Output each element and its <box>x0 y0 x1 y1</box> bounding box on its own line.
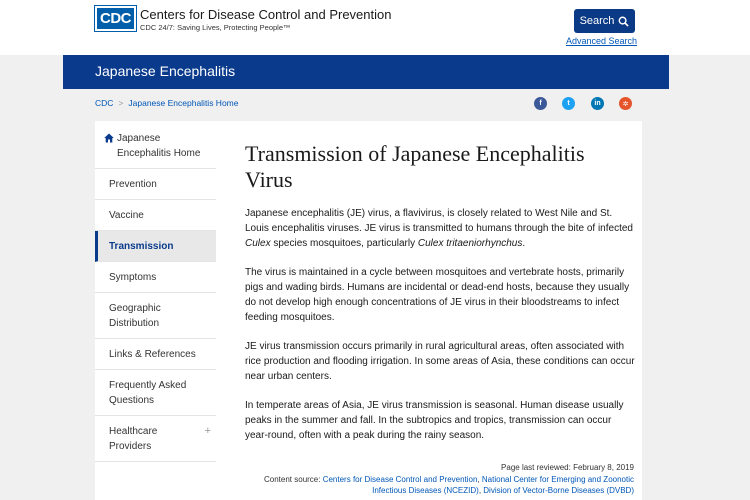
paragraph-text: species mosquitoes, particularly <box>270 238 418 249</box>
source-link-cdc[interactable]: Centers for Disease Control and Prevention <box>322 475 478 484</box>
search-button[interactable] <box>574 9 635 33</box>
syndicate-icon[interactable]: ✲ <box>619 97 632 110</box>
breadcrumb-item-cdc[interactable]: CDC <box>95 98 114 108</box>
separator: , <box>478 486 484 495</box>
source-link-ncezid[interactable]: National Center for Emerging and Zoonotic Infectious Diseases (NCEZID) <box>372 475 634 495</box>
sidebar-item-label: Japanese Encephalitis Home <box>117 133 201 159</box>
twitter-icon[interactable]: t <box>562 97 575 110</box>
sidebar-item-label: Symptoms <box>109 272 157 283</box>
cdc-logo[interactable]: CDC <box>95 6 136 31</box>
sidebar-item-label: Geographic Distribution <box>109 303 161 329</box>
linkedin-icon[interactable]: in <box>591 97 604 110</box>
italic-term: Culex tritaeniorhynchus <box>417 238 523 249</box>
sidebar-item-home[interactable] <box>95 121 216 169</box>
sidebar-item-label: Prevention <box>109 179 157 190</box>
sidebar-nav <box>95 121 216 462</box>
chevron-right-icon: > <box>118 98 124 108</box>
org-tagline: CDC 24/7: Saving Lives, Protecting People™ <box>140 23 291 32</box>
sidebar-item-links-references[interactable] <box>95 339 216 370</box>
search-icon <box>618 16 629 27</box>
section-title[interactable]: Japanese Encephalitis <box>95 63 236 79</box>
sidebar-item-label: Vaccine <box>109 210 144 221</box>
sidebar-item-prevention[interactable] <box>95 169 216 200</box>
content-source <box>244 474 634 496</box>
content-card <box>95 121 642 500</box>
paragraph-text: Japanese encephalitis (JE) virus, a flavivirus, is closely related to West Nile and St. Louis encephalitis viruses. JE virus is transmitted to humans through the bite of infected <box>245 208 633 234</box>
facebook-icon[interactable]: f <box>534 97 547 110</box>
breadcrumb-item-je-home[interactable]: Japanese Encephalitis Home <box>128 98 239 108</box>
breadcrumb-row <box>63 89 669 119</box>
breadcrumb <box>95 98 238 108</box>
separator: , <box>477 475 482 484</box>
sidebar-item-faq[interactable] <box>95 370 216 416</box>
site-header <box>0 0 750 55</box>
plus-icon[interactable]: + <box>204 425 211 437</box>
paragraph-seasonal: In temperate areas of Asia, JE virus transmission is seasonal. Human disease usually peaks in the summer and fall. In the subtropics and tropics, transmission can occur year-round, often with a peak during the rainy season. <box>245 400 624 441</box>
search-button-label: Search <box>579 15 615 27</box>
sidebar-item-label: Links & References <box>109 349 196 360</box>
main-content <box>245 141 635 457</box>
sidebar-item-transmission[interactable] <box>95 231 216 262</box>
home-icon <box>104 133 114 143</box>
paragraph-intro <box>245 206 635 251</box>
sidebar-item-label: Frequently Asked Questions <box>109 380 187 406</box>
content-source-label: Content source: <box>264 475 323 484</box>
sidebar-item-symptoms[interactable] <box>95 262 216 293</box>
paragraph-rural: JE virus transmission occurs primarily in rural agricultural areas, often associated with rice production and flooding irrigation. In some areas of Asia, these conditions can occur near urban centers. <box>245 341 635 382</box>
paragraph-text: . <box>522 238 526 249</box>
italic-term: Culex <box>245 238 271 249</box>
sidebar-item-healthcare-providers[interactable] <box>95 416 216 462</box>
advanced-search-link[interactable]: Advanced Search <box>566 36 638 46</box>
sidebar-item-label: Transmission <box>109 241 174 252</box>
sidebar-item-label: Healthcare Providers <box>109 426 158 452</box>
sidebar-item-geographic-distribution[interactable] <box>95 293 216 339</box>
paragraph-cycle: The virus is maintained in a cycle between mosquitoes and vertebrate hosts, primarily pigs and wading birds. Humans are incidental or dead-end hosts, because they usually do not develop high enough concentrations of JE virus in their bloodstreams to infect feeding mosquitoes. <box>245 267 630 323</box>
page-title: Transmission of Japanese Encephalitis Virus <box>245 141 585 192</box>
source-link-dvbd[interactable]: Division of Vector-Borne Diseases (DVBD) <box>483 486 634 495</box>
page-last-reviewed: Page last reviewed: February 8, 2019 <box>501 463 634 472</box>
section-title-bar <box>63 55 669 89</box>
org-name[interactable]: Centers for Disease Control and Prevention <box>140 7 392 22</box>
sidebar-item-vaccine[interactable] <box>95 200 216 231</box>
